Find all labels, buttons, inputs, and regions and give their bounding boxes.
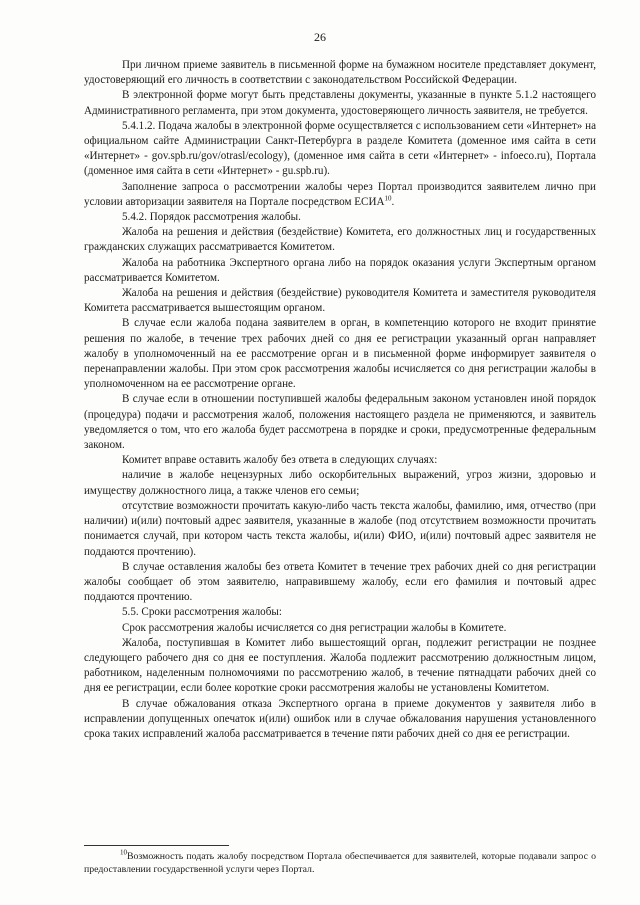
footnote-divider — [84, 845, 229, 846]
paragraph: В случае оставления жалобы без ответа Комитет в течение трех рабочих дней со дня регистрации жалобы сообщает об этом заявителю, направившему жалобу, если его фамилия и почтовый адрес поддаются прочтению. — [84, 560, 596, 604]
paragraph: Жалоба, поступившая в Комитет либо вышестоящий орган, подлежит регистрации не позднее следующего рабочего дня со дня ее поступления. Жалоба подлежит рассмотрению должностным лицом, работником, наделенным полномочиями по рассмотрению жалоб, в течение пятнадцати рабочих дней со дня ее регистрации, если более короткие сроки рассмотрения жалобы не установлены Комитетом. — [84, 636, 596, 695]
document-body — [84, 58, 596, 742]
list-item: отсутствие возможности прочитать какую-либо часть текста жалобы, фамилию, имя, отчество (при наличии) и(или) почтовый адрес заявителя, указанные в жалобе (под отсутствием возможности прочитать понимается случай, при котором часть текста жалобы, и(или) ФИО, и(или) почтовый адрес заявителя не поддаются прочтению). — [84, 499, 596, 558]
section-heading: 5.5. Сроки рассмотрения жалобы: — [122, 606, 282, 619]
paragraph: При личном приеме заявитель в письменной форме на бумажном носителе представляет документ, удостоверяющий его личность в соответствии с законодательством Российской Федерации. — [84, 59, 596, 87]
footnote-ref: 10 — [384, 194, 392, 203]
paragraph: Срок рассмотрения жалобы исчисляется со дня регистрации жалобы в Комитете. — [122, 621, 507, 634]
paragraph: Комитет вправе оставить жалобу без ответа в следующих случаях: — [122, 454, 438, 467]
list-item: наличие в жалобе нецензурных либо оскорбительных выражений, угроз жизни, здоровью и имуществу должностного лица, а также членов его семьи; — [84, 469, 596, 497]
paragraph: Жалоба на решения и действия (бездействие) руководителя Комитета и заместителя руководителя Комитета рассматривается вышестоящим органом. — [84, 287, 596, 315]
paragraph: В случае обжалования отказа Экспертного органа в приеме документов у заявителя либо в исправлении допущенных опечаток и(или) ошибок или в случае обжалования нарушения установленного срока таких исправлений жалоба рассматривается в течение пяти рабочих дней со дня ее регистрации. — [84, 697, 596, 740]
paragraph: В электронной форме могут быть представлены документы, указанные в пункте 5.1.2 настоящего Административного регламента, при этом документа, удостоверяющего личность заявителя, не требуется. — [84, 89, 596, 117]
footnote-marker: 10 — [120, 848, 127, 857]
footnote: $^{10}$Возможность подать жалобу посредством Портала обеспечивается для заявителей, которые подавали запрос о предоставлении государственной услуги через Портал. — [84, 848, 596, 875]
paragraph: 5.4.1.2. Подача жалобы в электронной форме осуществляется с использованием сети «Интернет» на официальном сайте Администрации Санкт-Петербурга в разделе Комитета (доменное имя сайта в сети «Интернет» - gov.spb.ru/gov/otrasl/ecology), (доменное имя сайта в сети «Интернет» - infoeco.ru), Портала (доменное имя сайта в сети «Интернет» - gu.spb.ru). — [84, 119, 596, 178]
page-number: 26 — [314, 30, 326, 44]
section-heading: 5.4.2. Порядок рассмотрения жалобы. — [122, 211, 301, 224]
paragraph: В случае если жалоба подана заявителем в орган, в компетенцию которого не входит принятие решения по жалобе, в течение трех рабочих дней со дня ее регистрации указанный орган направляет жалобу в уполномоченный на ее рассмотрение орган и в письменной форме информирует заявителя о перенаправлении жалобы. При этом срок рассмотрения жалобы исчисляется со дня регистрации жалобы в уполномоченном на ее рассмотрение органе. — [84, 317, 596, 391]
paragraph: Заполнение запроса о рассмотрении жалобы через Портал производится заявителем лично при условии авторизации заявителя на Портале посредством ЕСИА$^{10}$. — [84, 180, 596, 208]
paragraph: Жалоба на работника Экспертного органа либо на порядок оказания услуги Экспертным органом рассматривается Комитетом. — [84, 256, 596, 284]
paragraph: Жалоба на решения и действия (бездействие) Комитета, его должностных лиц и государственных гражданских служащих рассматривается Комитетом. — [84, 226, 596, 254]
paragraph: В случае если в отношении поступившей жалобы федеральным законом установлен иной порядок (процедура) подачи и рассмотрения жалоб, положения настоящего раздела не применяются, и заявитель уведомляется о том, что его жалоба будет рассмотрена в порядке и сроки, предусмотренные федеральным законом. — [84, 393, 596, 452]
